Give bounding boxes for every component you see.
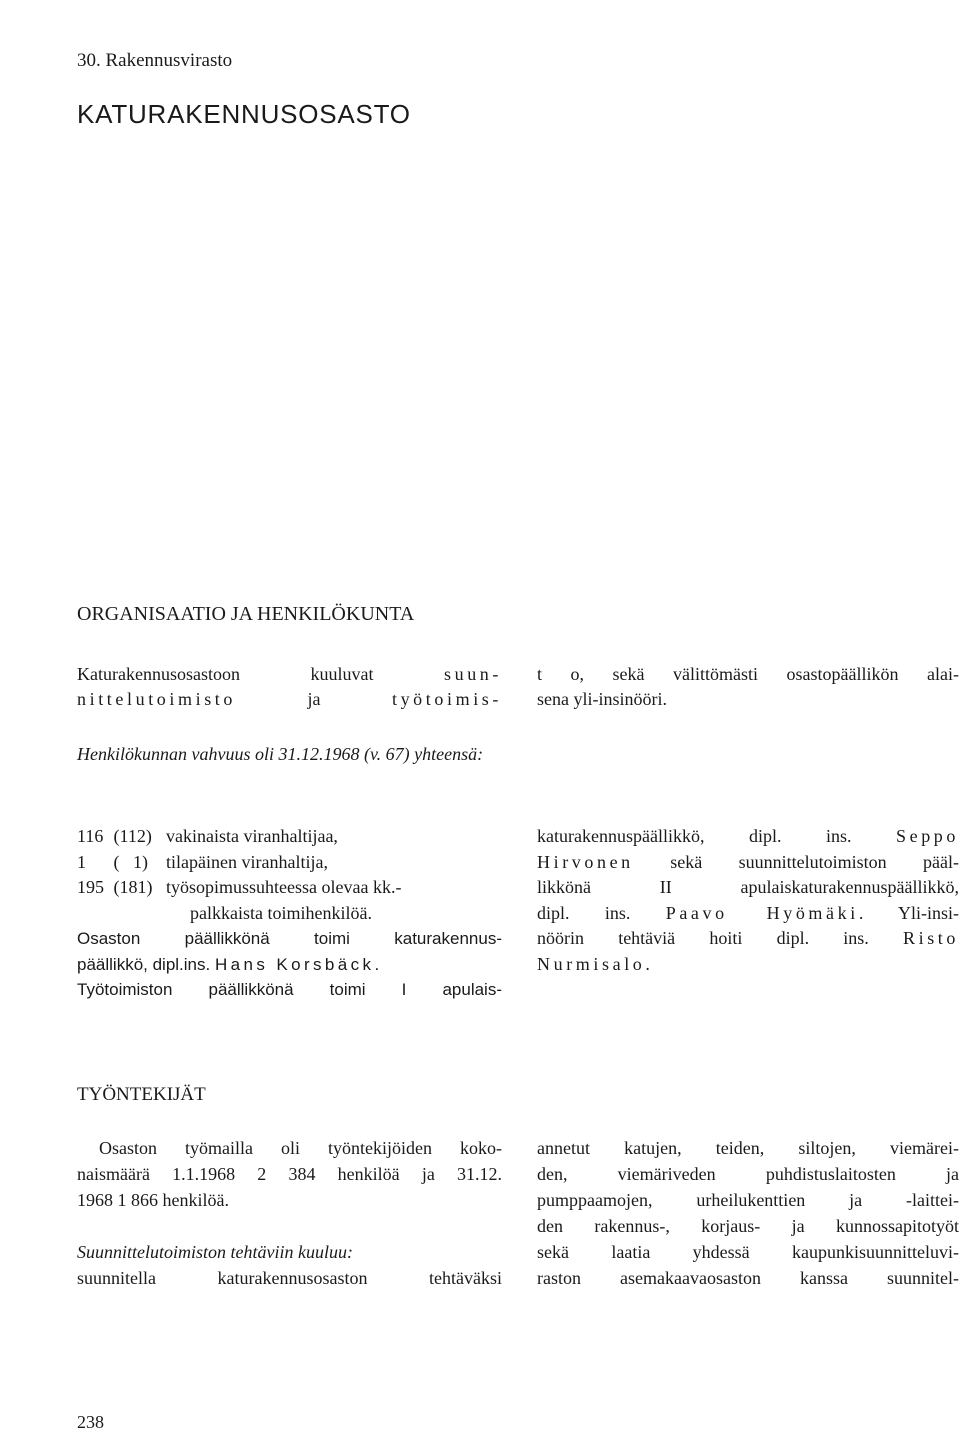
organization-heading: ORGANISAATIO JA HENKILÖKUNTA — [77, 603, 415, 625]
workers-heading: TYÖNTEKIJÄT — [77, 1084, 206, 1105]
text-span: . — [374, 954, 380, 974]
count-description: työsopimussuhteessa olevaa kk.- — [166, 877, 402, 897]
spaced-text: työtoimis- — [391, 689, 502, 709]
duties-line: suunnitella katurakennusosaston tehtäväksi — [77, 1268, 502, 1288]
spaced-text: nittelutoimisto — [77, 689, 237, 709]
staff-left-para-line-2 — [77, 952, 502, 978]
count-description: vakinaista viranhaltijaa, — [166, 826, 338, 846]
person-name-seppo: Seppo — [896, 826, 959, 846]
staff-count-row — [77, 875, 502, 901]
text-span: ja — [236, 689, 392, 709]
text-span: nöörin tehtäviä hoiti dipl. ins. — [537, 928, 903, 948]
staff-count-row — [77, 850, 502, 876]
workers-left-column — [77, 1135, 502, 1291]
staff-heading: Henkilökunnan vahvuus oli 31.12.1968 (v. 67) yhteensä: — [77, 744, 484, 764]
staff-left-para-line-1: Osaston päällikkönä toimi katurakennus- — [77, 929, 502, 948]
person-name-hyomaki: Paavo Hyömäki — [665, 902, 859, 923]
count-number: 1 — [77, 851, 86, 872]
workers-right-line-2: den, viemäriveden puhdistuslaitosten ja — [537, 1164, 959, 1184]
staff-left-column — [77, 824, 502, 1003]
text-span: katurakennuspäällikkö, dipl. ins. — [537, 826, 896, 846]
staff-right-line-3: likkönä II apulaiskaturakennuspäällikkö, — [537, 877, 959, 897]
workers-right-line-3: pumppaamojen, urheilukenttien ja -laittei- — [537, 1190, 959, 1210]
count-number: 195 — [77, 877, 104, 897]
count-previous: (112) — [113, 826, 152, 846]
text-span: päällikkö, dipl.ins. — [77, 954, 215, 974]
organization-right-line-2: sena yli-insinööri. — [537, 689, 667, 709]
person-name-hirvonen: Hirvonen — [537, 851, 634, 872]
organization-right-column — [537, 662, 959, 712]
staff-left-para-line-3: Työtoimiston päällikkönä toimi I apulais- — [77, 980, 502, 999]
organization-left-line-1 — [77, 662, 502, 687]
staff-count-continuation: palkkaista toimihenkilöä. — [190, 902, 372, 923]
staff-right-line-1 — [537, 824, 959, 850]
workers-left-line-2: naismäärä 1.1.1968 2 384 henkilöä ja 31.12. — [77, 1164, 502, 1184]
workers-left-line-1: Osaston työmailla oli työntekijöiden koko- — [99, 1138, 502, 1158]
text-span: Katurakennusosastoon kuuluvat — [77, 664, 444, 684]
person-name-risto: Risto — [902, 928, 959, 948]
person-name-nurmisalo: Nurmisalo — [537, 953, 646, 974]
count-previous: ( 1) — [113, 851, 148, 872]
text-span: dipl. ins. — [537, 902, 666, 923]
count-description: tilapäinen viranhaltija, — [166, 851, 328, 872]
staff-right-column — [537, 824, 959, 977]
duties-heading: Suunnittelutoimiston tehtäviin kuuluu: — [77, 1242, 353, 1262]
page-number: 238 — [77, 1412, 104, 1432]
organization-left-column — [77, 662, 502, 712]
organization-left-line-2 — [77, 687, 502, 712]
count-previous: (181) — [113, 877, 153, 897]
spaced-text: suun- — [444, 664, 502, 684]
staff-right-line-6 — [537, 952, 959, 978]
staff-count-row — [77, 824, 502, 850]
text-span: . Yli-insi- — [858, 902, 959, 923]
workers-left-line-3: 1968 1 866 henkilöä. — [77, 1190, 229, 1210]
workers-right-column — [537, 1135, 959, 1291]
workers-right-line-4: den rakennus-, korjaus- ja kunnossapitotyöt — [537, 1216, 959, 1236]
text-span: sekä suunnittelutoimiston pääl- — [633, 851, 959, 872]
workers-right-line-6: raston asemakaavaosaston kanssa suunnitel- — [537, 1268, 959, 1288]
staff-right-line-5 — [537, 926, 959, 952]
running-head: 30. Rakennusvirasto — [77, 50, 233, 71]
workers-right-line-1: annetut katujen, teiden, siltojen, viemärei- — [537, 1138, 959, 1158]
staff-right-line-2 — [537, 850, 959, 876]
workers-right-line-5: sekä laatia yhdessä kaupunkisuunnitteluvi- — [537, 1242, 959, 1262]
organization-right-line-1: t o, sekä välittömästi osastopäällikön alai- — [537, 664, 959, 684]
text-span: . — [645, 953, 650, 974]
section-title: KATURAKENNUSOSASTO — [77, 99, 411, 129]
person-name-korsback: Hans Korsbäck — [214, 954, 375, 974]
staff-right-line-4 — [537, 901, 959, 927]
count-number: 116 — [77, 826, 104, 846]
